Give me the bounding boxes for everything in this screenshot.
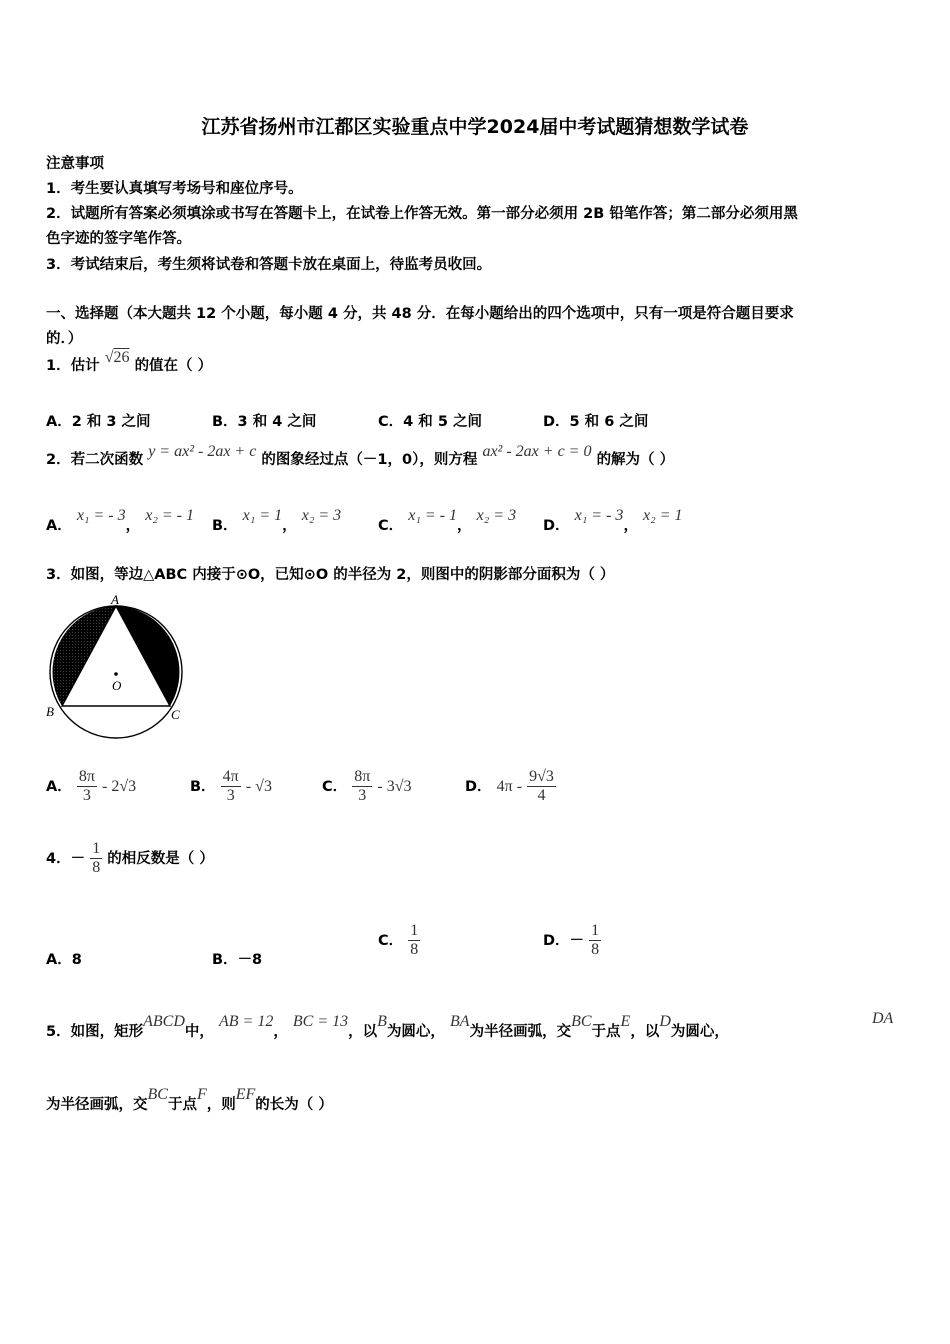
q3-option-d-label: D． bbox=[465, 779, 492, 795]
q4-option-c-frac bbox=[408, 922, 420, 959]
q2-suffix: 的解为（ ） bbox=[596, 452, 675, 468]
q2-option-c bbox=[378, 504, 517, 534]
q5-m9: DA bbox=[872, 1010, 894, 1027]
q1-suffix: 的值在（ ） bbox=[134, 358, 213, 374]
q3-option-d-den: 4 bbox=[527, 786, 556, 805]
q3-option-d bbox=[465, 768, 556, 805]
notice-item-2: 2．试题所有答案必须填涂或书写在答题卡上，在试卷上作答无效。第一部分必须用 2B 铅笔作答；第二部分必须用黑 bbox=[46, 206, 798, 222]
q2-comma: ， bbox=[125, 518, 141, 534]
q2-prefix: 2．若二次函数 bbox=[46, 452, 144, 468]
q5-p7: 于点 bbox=[591, 1024, 621, 1040]
q3-option-c-den: 3 bbox=[352, 786, 372, 805]
page-title: 江苏省扬州市江都区实验重点中学2024届中考试题猜想数学试卷 bbox=[201, 116, 749, 138]
q1-radicand: 26 bbox=[113, 349, 130, 366]
q4-option-a bbox=[46, 948, 82, 969]
q1-option-b: B．3 和 4 之间 bbox=[212, 414, 317, 430]
q5-p4: ，以 bbox=[348, 1024, 378, 1040]
q2-option-b-label: B． bbox=[212, 518, 238, 534]
q5-l2m2: F bbox=[196, 1086, 207, 1103]
q5-l2d: 的长为（ ） bbox=[255, 1097, 333, 1113]
q4-option-c-label: C． bbox=[378, 933, 404, 949]
q3-option-b bbox=[190, 768, 272, 805]
q2-option-d bbox=[543, 504, 683, 534]
q3-option-b-label: B． bbox=[190, 779, 216, 795]
q5-l2a: 为半径画弧，交 bbox=[46, 1097, 148, 1113]
q4-option-d bbox=[543, 922, 601, 959]
question-4 bbox=[46, 840, 214, 877]
q2-option-a-label: A． bbox=[46, 518, 72, 534]
q4-option-b-value: －8 bbox=[237, 952, 263, 968]
q3-option-d-lead: 4π - bbox=[496, 778, 523, 795]
q3-label-c: C bbox=[171, 707, 180, 722]
q1-prefix: 1．估计 bbox=[46, 358, 100, 374]
q2-option-d-root2: x₂ = 1 bbox=[643, 507, 683, 524]
q4-frac bbox=[90, 840, 102, 877]
q5-p1: 5．如图，矩形 bbox=[46, 1024, 144, 1040]
q2-option-b-root2: x₂ = 3 bbox=[301, 507, 342, 524]
q3-option-c bbox=[322, 768, 412, 805]
q2-option-d-root1: x₁ = - 3 bbox=[574, 507, 624, 524]
q2-option-d-label: D． bbox=[543, 518, 570, 534]
q4-option-b-label: B． bbox=[212, 952, 238, 968]
question-1 bbox=[46, 349, 213, 375]
q5-m3: BC = 13 bbox=[292, 1013, 349, 1030]
q2-comma: ， bbox=[623, 518, 638, 534]
question-2 bbox=[46, 443, 675, 469]
notice-heading: 注意事项 bbox=[46, 156, 104, 172]
notice-item-1: 1．考生要认真填写考场号和座位序号。 bbox=[46, 181, 303, 197]
q2-comma: ， bbox=[282, 518, 297, 534]
q3-option-c-label: C． bbox=[322, 779, 348, 795]
q4-option-a-value: 8 bbox=[71, 952, 82, 968]
q5-l2m1: BC bbox=[147, 1086, 168, 1103]
q5-l2m3: EF bbox=[235, 1086, 256, 1103]
q2-option-a bbox=[46, 504, 195, 534]
q4-option-c-den: 8 bbox=[410, 941, 419, 958]
q4-option-b bbox=[212, 948, 262, 969]
q3-label-b: B bbox=[46, 704, 54, 719]
q2-function: y = ax² - 2ax + c bbox=[148, 443, 257, 460]
q3-option-b-num: 4π bbox=[222, 768, 239, 785]
q4-option-d-frac bbox=[589, 922, 601, 959]
q2-comma: ， bbox=[457, 518, 472, 534]
q5-l2c: ，则 bbox=[206, 1097, 236, 1113]
notice-item-3: 3．考试结束后，考生须将试卷和答题卡放在桌面上，待监考员收回。 bbox=[46, 257, 492, 273]
q4-option-d-label: D．－ bbox=[543, 933, 585, 949]
q3-option-d-frac bbox=[527, 768, 556, 805]
q4-prefix: 4．－ bbox=[46, 851, 86, 867]
q4-option-a-label: A． bbox=[46, 952, 72, 968]
q5-m2: AB = 12 bbox=[218, 1013, 274, 1030]
notice-item-2-cont: 色字迹的签字笔作答。 bbox=[46, 231, 191, 247]
q2-option-b-root1: x₁ = 1 bbox=[242, 507, 283, 524]
q5-m5: BA bbox=[450, 1013, 470, 1030]
q3-option-c-num: 8π bbox=[354, 768, 371, 785]
q2-option-a-root2: x₂ = - 1 bbox=[145, 507, 195, 524]
section-heading: 一、选择题（本大题共 12 个小题，每小题 4 分，共 48 分．在每小题给出的四个选项中，只有一项是符合题目要求 bbox=[46, 306, 794, 322]
q5-p3: ， bbox=[273, 1024, 288, 1040]
q2-option-c-root1: x₁ = - 1 bbox=[408, 507, 458, 524]
q2-option-c-label: C． bbox=[378, 518, 404, 534]
q3-option-b-frac bbox=[221, 768, 241, 805]
q2-option-a-root1: x₁ = - 3 bbox=[76, 507, 126, 524]
q3-figure bbox=[44, 592, 194, 744]
q4-den: 8 bbox=[92, 859, 101, 876]
section-heading-cont: 的．） bbox=[46, 331, 83, 347]
q5-p9: 为圆心， bbox=[670, 1024, 729, 1040]
q3-option-b-den: 3 bbox=[221, 786, 241, 805]
q4-option-c bbox=[378, 922, 420, 959]
q4-suffix: 的相反数是（ ） bbox=[107, 851, 214, 867]
q5-m1: ABCD bbox=[143, 1013, 185, 1030]
q3-option-a-tail: - 2√3 bbox=[102, 778, 137, 795]
q1-option-c: C．4 和 5 之间 bbox=[378, 414, 482, 430]
q3-option-a-label: A． bbox=[46, 779, 72, 795]
question-5-cont bbox=[46, 1083, 333, 1113]
q5-m8: D bbox=[659, 1013, 671, 1030]
q5-p5: 为圆心， bbox=[386, 1024, 445, 1040]
q3-option-a-den: 3 bbox=[77, 786, 97, 805]
q4-num: 1 bbox=[92, 840, 101, 857]
q3-option-a-num: 8π bbox=[78, 768, 95, 785]
q3-center-dot bbox=[114, 672, 118, 676]
question-3: 3．如图，等边△ABC 内接于⊙O，已知⊙O 的半径为 2，则图中的阴影部分面积为（ ） bbox=[46, 567, 615, 583]
q3-option-a-frac bbox=[77, 768, 97, 805]
q4-option-d-num: 1 bbox=[591, 922, 600, 939]
q2-mid: 的图象经过点（－1，0），则方程 bbox=[261, 452, 478, 468]
q2-option-c-root2: x₂ = 3 bbox=[476, 507, 517, 524]
q3-option-c-frac bbox=[352, 768, 372, 805]
q5-p8: ，以 bbox=[630, 1024, 660, 1040]
q3-label-o: O bbox=[112, 678, 122, 693]
q1-option-a: A．2 和 3 之间 bbox=[46, 414, 151, 430]
q5-l2b: 于点 bbox=[167, 1097, 197, 1113]
q4-option-d-den: 8 bbox=[591, 941, 600, 958]
q3-option-d-num: 9√3 bbox=[529, 768, 554, 785]
q5-p2: 中， bbox=[184, 1024, 214, 1040]
q3-option-c-tail: - 3√3 bbox=[377, 778, 412, 795]
q5-m7: E bbox=[620, 1013, 631, 1030]
q5-m4: B bbox=[377, 1013, 387, 1030]
q1-option-d: D．5 和 6 之间 bbox=[543, 414, 649, 430]
q5-p6: 为半径画弧，交 bbox=[469, 1024, 572, 1040]
q2-equation: ax² - 2ax + c = 0 bbox=[482, 443, 592, 460]
q3-label-a: A bbox=[111, 592, 119, 607]
question-5 bbox=[46, 1010, 729, 1040]
q2-option-b bbox=[212, 504, 342, 534]
q1-sqrt: √26 bbox=[104, 349, 130, 366]
q4-option-c-num: 1 bbox=[410, 922, 419, 939]
q5-m6: BC bbox=[571, 1013, 592, 1030]
q3-option-b-tail: - √3 bbox=[245, 778, 272, 795]
q3-option-a bbox=[46, 768, 136, 805]
